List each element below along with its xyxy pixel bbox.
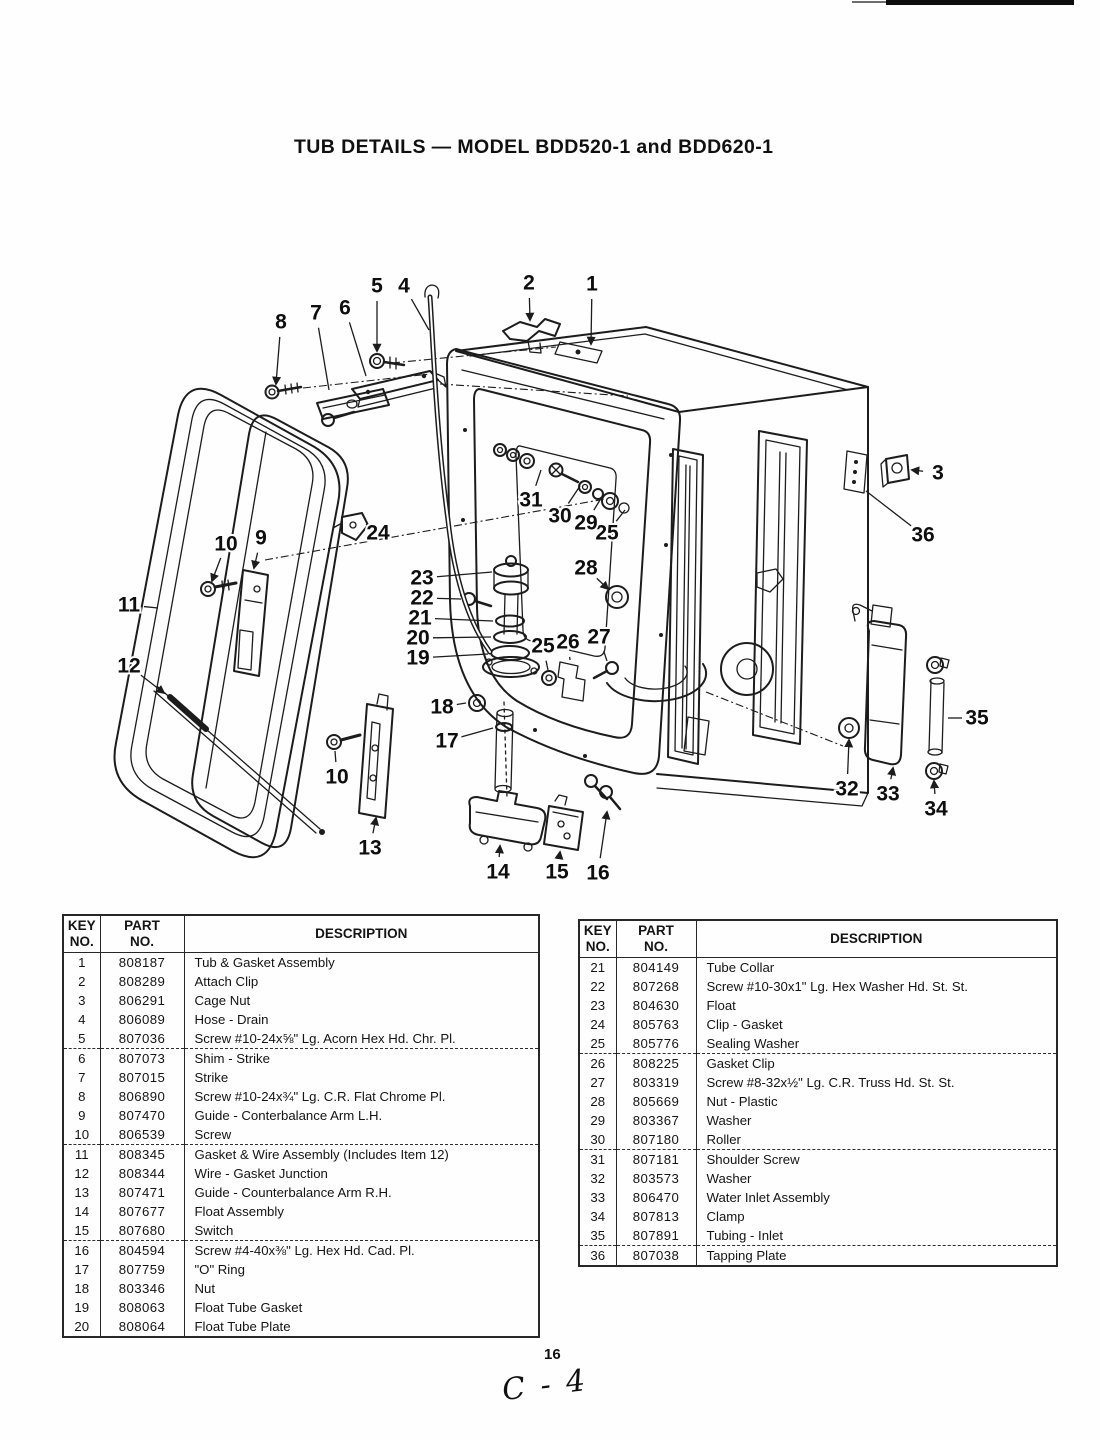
leader-line-27 xyxy=(604,651,607,661)
callout-5: 5 xyxy=(371,274,383,298)
parts-row-27: 27 803319 Screw #8-32x½" Lg. C.R. Truss Hd. St. St. xyxy=(579,1073,1057,1092)
parts-row-6: 6 807073 Shim - Strike xyxy=(63,1049,539,1069)
callout-3: 3 xyxy=(932,461,944,485)
parts-row-31: 31 807181 Shoulder Screw xyxy=(579,1150,1057,1170)
parts-row-1: 1 808187 Tub & Gasket Assembly xyxy=(63,953,539,973)
leader-line-10 xyxy=(212,558,221,581)
column-header: KEY NO. xyxy=(579,920,616,958)
leader-line-1 xyxy=(591,299,592,344)
part-sealing-washer xyxy=(542,671,556,685)
leader-line-25 xyxy=(546,661,548,670)
column-header: PART NO. xyxy=(616,920,696,958)
callout-35: 35 xyxy=(965,706,989,730)
callout-29: 29 xyxy=(574,511,598,535)
parts-row-7: 7 807015 Strike xyxy=(63,1068,539,1087)
parts-row-8: 8 806890 Screw #10-24x¾" Lg. C.R. Flat Chrome Pl. xyxy=(63,1087,539,1106)
callout-1: 1 xyxy=(586,272,598,296)
callout-10: 10 xyxy=(325,765,349,789)
part-acorn-screw xyxy=(370,354,384,368)
callout-22: 22 xyxy=(410,586,434,610)
part-door-gasket xyxy=(115,389,340,857)
parts-row-19: 19 808063 Float Tube Gasket xyxy=(63,1298,539,1317)
leader-line-22 xyxy=(437,598,461,599)
parts-row-15: 15 807680 Switch xyxy=(63,1221,539,1241)
leader-line-31 xyxy=(536,470,541,486)
leader-line-21 xyxy=(435,619,493,621)
parts-row-33: 33 806470 Water Inlet Assembly xyxy=(579,1188,1057,1207)
column-header: DESCRIPTION xyxy=(184,915,539,953)
leader-line-28 xyxy=(597,578,608,589)
part-screw-chrome xyxy=(266,386,279,399)
callout-11: 11 xyxy=(117,593,141,617)
callout-15: 15 xyxy=(545,860,569,884)
part-right-hardware xyxy=(839,455,949,779)
leader-line-9 xyxy=(254,553,258,568)
parts-row-30: 30 807180 Roller xyxy=(579,1130,1057,1150)
parts-row-10: 10 806539 Screw xyxy=(63,1125,539,1145)
parts-row-35: 35 807891 Tubing - Inlet xyxy=(579,1226,1057,1246)
callout-7: 7 xyxy=(310,301,322,325)
leader-line-15 xyxy=(559,852,560,857)
callout-2: 2 xyxy=(523,271,535,295)
leader-line-14 xyxy=(499,846,500,857)
parts-row-14: 14 807677 Float Assembly xyxy=(63,1202,539,1221)
column-header: DESCRIPTION xyxy=(696,920,1057,958)
callout-34: 34 xyxy=(924,797,948,821)
callout-25: 25 xyxy=(595,521,619,545)
leader-line-13 xyxy=(373,818,376,833)
parts-row-12: 12 808344 Wire - Gasket Junction xyxy=(63,1164,539,1183)
parts-row-2: 2 808289 Attach Clip xyxy=(63,972,539,991)
part-screw-lower xyxy=(327,735,360,749)
part-switch xyxy=(544,806,583,850)
page-number: 16 xyxy=(544,1346,561,1363)
parts-row-36: 36 807038 Tapping Plate xyxy=(579,1246,1057,1267)
leader-line-11 xyxy=(144,607,158,608)
parts-row-26: 26 808225 Gasket Clip xyxy=(579,1054,1057,1074)
callout-10: 10 xyxy=(214,532,238,556)
leader-line-10 xyxy=(335,751,336,762)
leader-line-6 xyxy=(349,322,366,376)
callout-23: 23 xyxy=(410,566,434,590)
callout-21: 21 xyxy=(408,606,432,630)
part-washer xyxy=(839,718,859,738)
leader-line-29 xyxy=(594,500,600,510)
callout-14: 14 xyxy=(486,860,510,884)
column-header: KEY NO. xyxy=(63,915,100,953)
part-nut-plastic xyxy=(606,586,628,608)
leader-line-32 xyxy=(848,740,849,774)
leader-line-4 xyxy=(411,299,429,330)
callout-layer xyxy=(117,272,989,885)
part-cage-nut xyxy=(886,455,909,483)
callout-31: 31 xyxy=(519,488,543,512)
parts-table-left xyxy=(62,914,540,1338)
parts-row-23: 23 804630 Float xyxy=(579,996,1057,1015)
parts-row-3: 3 806291 Cage Nut xyxy=(63,991,539,1010)
parts-row-32: 32 803573 Washer xyxy=(579,1169,1057,1188)
parts-row-4: 4 806089 Hose - Drain xyxy=(63,1010,539,1029)
part-sump-opening xyxy=(607,664,706,701)
leader-line-18 xyxy=(457,703,466,705)
parts-row-16: 16 804594 Screw #4-40x⅜" Lg. Hex Hd. Cad. Pl. xyxy=(63,1241,539,1261)
callout-12: 12 xyxy=(117,654,141,678)
part-screw-upper xyxy=(201,580,236,596)
parts-row-21: 21 804149 Tube Collar xyxy=(579,958,1057,978)
parts-table-right xyxy=(578,919,1058,1267)
parts-row-22: 22 807268 Screw #10-30x1" Lg. Hex Washer Hd. St. St. xyxy=(579,977,1057,996)
part-attach-clip xyxy=(503,319,560,341)
callout-24: 24 xyxy=(366,521,390,545)
callout-32: 32 xyxy=(835,777,859,801)
part-float-tube-stack xyxy=(483,556,539,677)
parts-row-13: 13 807471 Guide - Counterbalance Arm R.H. xyxy=(63,1183,539,1202)
page-title: TUB DETAILS — MODEL BDD520-1 and BDD620-1 xyxy=(294,136,774,158)
callout-16: 16 xyxy=(586,861,610,885)
part-guide-counterbalance-lh xyxy=(234,570,268,676)
callout-33: 33 xyxy=(876,782,900,806)
parts-row-29: 29 803367 Washer xyxy=(579,1111,1057,1130)
callout-20: 20 xyxy=(406,626,430,650)
leader-line-19 xyxy=(433,654,488,657)
callout-4: 4 xyxy=(398,274,410,298)
parts-row-11: 11 808345 Gasket & Wire Assembly (Includes Item 12) xyxy=(63,1145,539,1165)
part-roller-wheel xyxy=(721,643,773,695)
part-float-assembly-group xyxy=(469,695,620,851)
leader-line-8 xyxy=(276,337,280,384)
callout-17: 17 xyxy=(435,729,459,753)
leader-line-33 xyxy=(891,768,893,779)
part-gasket-clip xyxy=(558,662,585,701)
leader-line-30 xyxy=(568,486,580,504)
parts-row-5: 5 807036 Screw #10-24x⅝" Lg. Acorn Hex Hd. Chr. Pl. xyxy=(63,1029,539,1049)
parts-row-34: 34 807813 Clamp xyxy=(579,1207,1057,1226)
callout-30: 30 xyxy=(548,504,572,528)
part-o-ring xyxy=(496,723,512,731)
parts-row-17: 17 807759 "O" Ring xyxy=(63,1260,539,1279)
leader-line-12 xyxy=(141,675,164,693)
parts-row-20: 20 808064 Float Tube Plate xyxy=(63,1317,539,1337)
callout-36: 36 xyxy=(911,523,935,547)
leader-line-7 xyxy=(318,328,329,390)
part-truss-screw xyxy=(606,662,618,674)
callout-6: 6 xyxy=(339,296,351,320)
part-tubing-inlet xyxy=(929,681,944,753)
leader-line-17 xyxy=(461,728,493,737)
leader-line-36 xyxy=(866,491,911,526)
leader-line-16 xyxy=(600,812,607,858)
callout-13: 13 xyxy=(358,836,382,860)
parts-row-24: 24 805763 Clip - Gasket xyxy=(579,1015,1057,1034)
leader-line-20 xyxy=(433,637,491,638)
callout-19: 19 xyxy=(406,646,430,670)
callout-18: 18 xyxy=(430,695,454,719)
parts-row-28: 28 805669 Nut - Plastic xyxy=(579,1092,1057,1111)
leader-line-34 xyxy=(934,781,935,794)
parts-row-25: 25 805776 Sealing Washer xyxy=(579,1034,1057,1054)
leader-line-23 xyxy=(437,572,492,577)
parts-row-18: 18 803346 Nut xyxy=(63,1279,539,1298)
parts-row-9: 9 807470 Guide - Conterbalance Arm L.H. xyxy=(63,1106,539,1125)
callout-26: 26 xyxy=(556,630,580,654)
leader-line-2 xyxy=(529,298,530,320)
callout-25: 25 xyxy=(531,634,555,658)
column-header: PART NO. xyxy=(100,915,184,953)
part-guide-counterbalance-rh xyxy=(359,694,393,818)
callout-27: 27 xyxy=(587,625,611,649)
callout-8: 8 xyxy=(275,310,287,334)
callout-9: 9 xyxy=(255,526,267,550)
callout-28: 28 xyxy=(574,556,598,580)
part-water-inlet-assembly xyxy=(865,621,906,764)
leader-line-3 xyxy=(912,470,923,471)
handwritten-note: C - 4 xyxy=(500,1362,591,1409)
